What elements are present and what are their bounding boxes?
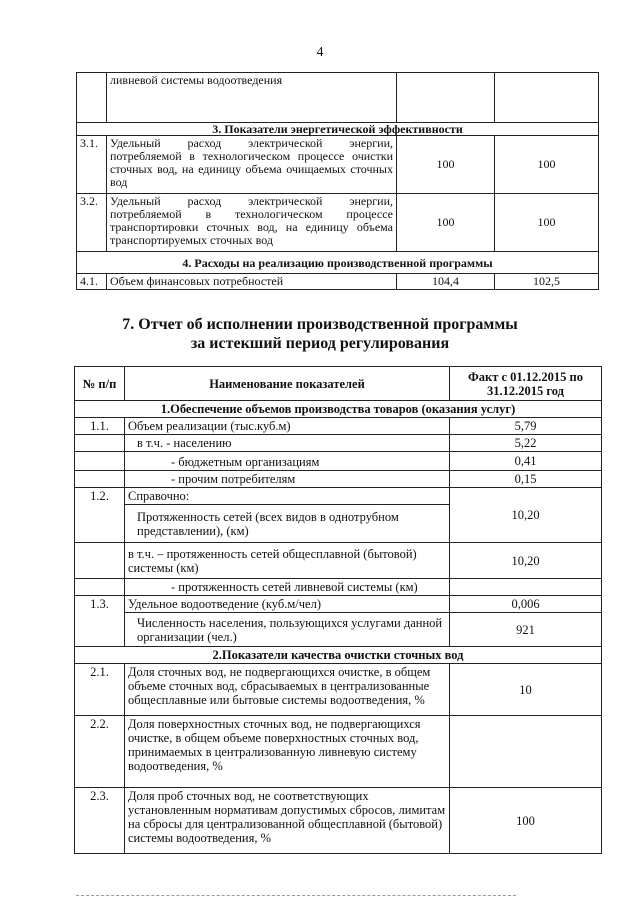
- cell-value: 10,20: [450, 488, 602, 543]
- report-table: [74, 366, 602, 854]
- section-1-title: 1.Обеспечение объемов производства товаров (оказания услуг): [75, 401, 602, 418]
- table-row: [77, 136, 599, 194]
- cell-text: Доля сточных вод, не подвергающихся очистке, в общем объеме сточных вод, сбрасываемых в централизованные общесплавные или бытовые системы водоотведения, %: [125, 664, 450, 716]
- table-row: [75, 613, 602, 647]
- cell-text: в т.ч. – протяженность сетей общесплавной (бытовой) системы (км): [125, 543, 450, 579]
- energy-efficiency-table: [76, 72, 599, 290]
- cell-value: 100: [397, 194, 495, 252]
- cell-num: 2.3.: [75, 788, 125, 854]
- table-row: [75, 435, 602, 452]
- cell-value: 0,15: [450, 471, 602, 488]
- table-row: [75, 488, 602, 505]
- cell-text: Протяженность сетей (всех видов в однотрубном представлении), (км): [125, 505, 450, 543]
- section-header-row: [75, 401, 602, 418]
- cell-value: 5,79: [450, 418, 602, 435]
- page-number: 4: [316, 45, 324, 60]
- cell-value: [450, 716, 602, 788]
- table-row: [75, 471, 602, 488]
- cell-text: Удельное водоотведение (куб.м/чел): [125, 596, 450, 613]
- table-row: [75, 596, 602, 613]
- cell-text: Доля поверхностных сточных вод, не подвергающихся очистке, в общем объеме поверхностных сточных вод, принимаемых в централизованную ливневую систему водоотведения, %: [125, 716, 450, 788]
- cell-value: 104,4: [397, 274, 495, 290]
- table-row: [77, 274, 599, 290]
- cell-text: Объем финансовых потребностей: [107, 274, 397, 290]
- cell-value: [450, 579, 602, 596]
- cell-num: [77, 73, 107, 123]
- section-header-row: [75, 647, 602, 664]
- table-row: [75, 543, 602, 579]
- table-row: [75, 579, 602, 596]
- cell-text: Доля проб сточных вод, не соответствующих установленным нормативам допустимых сбросов, лимитам на сбросы для централизованной общесплавной (бытовой) системы водоотведения, %: [125, 788, 450, 854]
- cell-num: 2.2.: [75, 716, 125, 788]
- section-2-title: 2.Показатели качества очистки сточных вод: [75, 647, 602, 664]
- cell-num: 1.3.: [75, 596, 125, 647]
- cell-text: ливневой системы водоотведения: [107, 73, 397, 123]
- table-row: [75, 452, 602, 471]
- report-title-line-1: 7. Отчет об исполнении производственной программы: [122, 316, 518, 333]
- cell-text: Численность населения, пользующихся услугами данной организации (чел.): [125, 613, 450, 647]
- cell-value: 5,22: [450, 435, 602, 452]
- cell-value: 10,20: [450, 543, 602, 579]
- section-4-title: 4. Расходы на реализацию производственной программы: [77, 252, 599, 274]
- footer-divider: [76, 895, 516, 896]
- section-header-row: [77, 123, 599, 136]
- cell-value: 100: [450, 788, 602, 854]
- table-row: [77, 73, 599, 123]
- cell-value: 100: [397, 136, 495, 194]
- cell-num: 3.1.: [77, 136, 107, 194]
- header-num: № п/п: [75, 367, 125, 401]
- cell-value: 921: [450, 613, 602, 647]
- cell-text: - протяженность сетей ливневой системы (км): [125, 579, 450, 596]
- cell-num: 1.1.: [75, 418, 125, 435]
- header-name: Наименование показателей: [125, 367, 450, 401]
- cell-text: Объем реализации (тыс.куб.м): [125, 418, 450, 435]
- cell-text: Удельный расход электрической энергии, потребляемой в технологическом процессе очистки сточных вод, на единицу объема очищаемых сточных вод: [107, 136, 397, 194]
- cell-num: 2.1.: [75, 664, 125, 716]
- header-row: [75, 367, 602, 401]
- cell-value: 100: [495, 136, 599, 194]
- cell-value: 0,41: [450, 452, 602, 471]
- cell-num: 1.2.: [75, 488, 125, 543]
- report-title-line-2: за истекший период регулирования: [190, 335, 450, 352]
- cell-num: 4.1.: [77, 274, 107, 290]
- section-3-title: 3. Показатели энергетической эффективности: [77, 123, 599, 136]
- table-row: [75, 418, 602, 435]
- table-row: [77, 194, 599, 252]
- header-fact: Факт с 01.12.2015 по 31.12.2015 год: [450, 367, 602, 401]
- cell-value: 10: [450, 664, 602, 716]
- cell-text: в т.ч. - населению: [125, 435, 450, 452]
- section-header-row: [77, 252, 599, 274]
- cell-value: 102,5: [495, 274, 599, 290]
- cell-text: - бюджетным организациям: [125, 452, 450, 471]
- cell-text: - прочим потребителям: [125, 471, 450, 488]
- cell-text: Удельный расход электрической энергии, потребляемой в технологическом процессе транспортировки сточных вод, на единицу объема транспортируемых сточных вод: [107, 194, 397, 252]
- table-row: [75, 788, 602, 854]
- cell-text: Справочно:: [125, 488, 450, 505]
- cell-value: 100: [495, 194, 599, 252]
- table-row: [75, 716, 602, 788]
- cell-value: 0,006: [450, 596, 602, 613]
- cell-num: 3.2.: [77, 194, 107, 252]
- table-row: [75, 664, 602, 716]
